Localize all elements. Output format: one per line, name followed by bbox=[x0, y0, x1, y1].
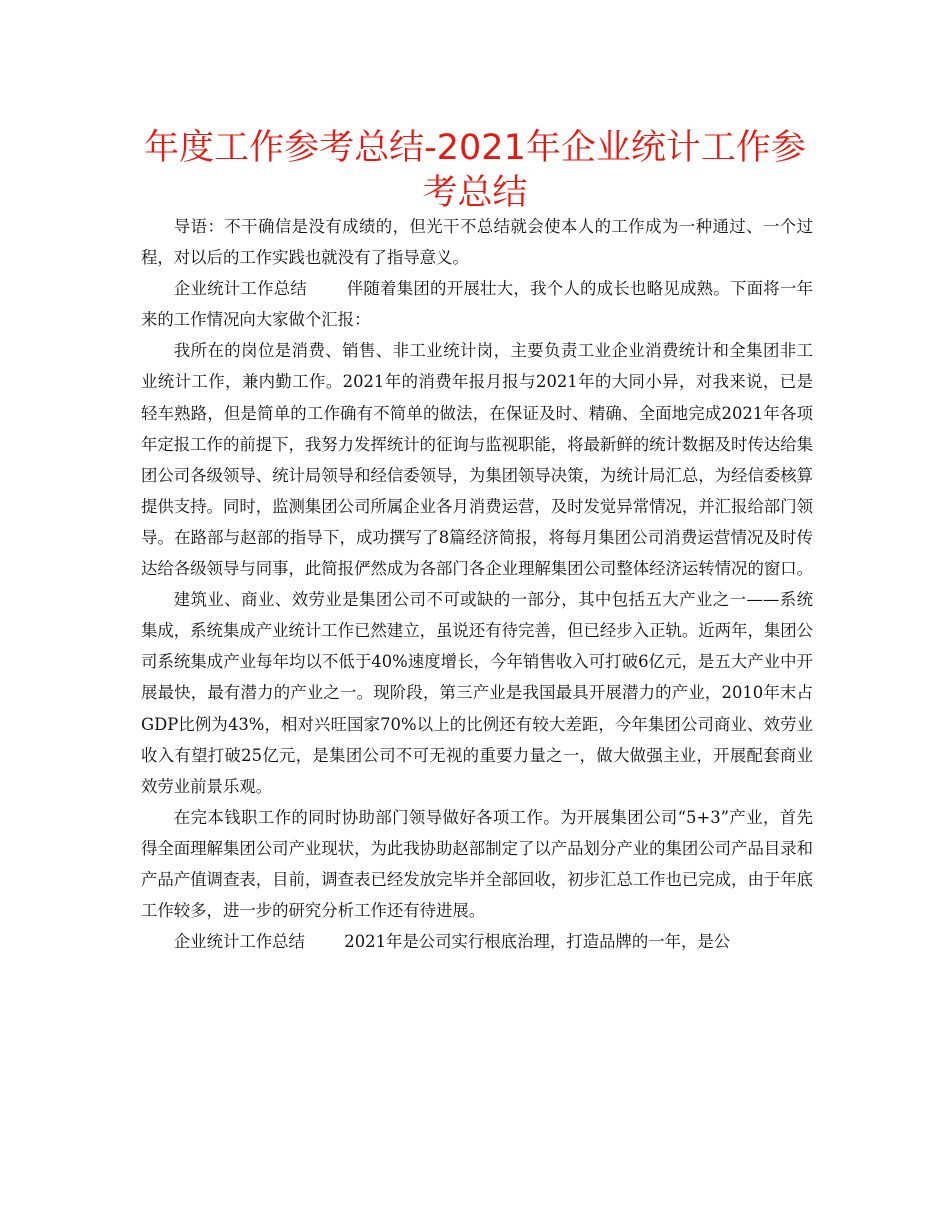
paragraph-text: 导语：不干确信是没有成绩的，但光干不总结就会使本人的工作成为一种通过、一个过程，对以后的工作实践也就没有了指导意义。 bbox=[141, 217, 813, 268]
paragraph-text: 在完本钱职工作的同时协助部门领导做好各项工作。为开展集团公司“5+3”产业，首先得全面理解集团公司产业现状，为此我协助赵部制定了以产品划分产业的集团公司产品目录和产品产值调查表，目前，调查表已经发放完毕并全部回收，初步汇总工作也已完成，由于年底工作较多，进一步的研究分析工作还有待进展。 bbox=[141, 807, 814, 921]
paragraph-next-summary bbox=[141, 926, 813, 957]
paragraph-position-duties bbox=[141, 335, 813, 584]
paragraph-industry-analysis bbox=[141, 584, 813, 802]
paragraph-assist-work bbox=[141, 802, 813, 926]
document-body bbox=[141, 211, 813, 957]
section-heading: 企业统计工作总结 bbox=[173, 279, 308, 299]
paragraph-text: 我所在的岗位是消费、销售、非工业统计岗，主要负责工业企业消费统计和全集团非工业统计工作，兼内勤工作。2021年的消费年报月报与2021年的大同小异，对我来说，已是轻车熟路，但是简单的工作确有不简单的做法，在保证及时、精确、全面地完成2021年各项年定报工作的前提下，我努力发挥统计的征询与监视职能，将最新鲜的统计数据及时传达给集团公司各级领导、统计局领导和经信委领导，为集团领导决策，为统计局汇总，为经信委核算提供支持。同时，监测集团公司所属企业各月消费运营，及时发觉异常情况，并汇报给部门领导。在路部与赵部的指导下，成功撰写了8篇经济简报，将每月集团公司消费运营情况及时传达给各级领导与同事，此简报俨然成为各部门各企业理解集团公司整体经济运转情况的窗口。 bbox=[141, 341, 814, 579]
paragraph-text: 2021年是公司实行根底治理，打造品牌的一年，是公 bbox=[344, 932, 731, 952]
paragraph-summary-opening bbox=[141, 273, 813, 335]
paragraph-intro bbox=[141, 211, 813, 273]
document-title: 年度工作参考总结-2021年企业统计工作参考总结 bbox=[144, 128, 806, 213]
section-heading: 企业统计工作总结 bbox=[173, 932, 305, 952]
paragraph-text: 建筑业、商业、效劳业是集团公司不可或缺的一部分，其中包括五大产业之一——系统集成，系统集成产业统计工作已然建立，虽说还有待完善，但已经步入正轨。近两年，集团公司系统集成产业每年均以不低于40%速度增长，今年销售收入可打破6亿元，是五大产业中开展最快，最有潜力的产业之一。现阶段，第三产业是我国最具开展潜力的产业，2010年末占GDP比例为43%，相对兴旺国家70%以上的比例还有较大差距，今年集团公司商业、效劳业收入有望打破25亿元，是集团公司不可无视的重要力量之一，做大做强主业，开展配套商业效劳业前景乐观。 bbox=[141, 590, 814, 796]
paragraph-text: 伴随着集团的开展壮大，我个人的成长也略见成熟。下面将一年来的工作情况向大家做个汇报： bbox=[141, 279, 814, 330]
